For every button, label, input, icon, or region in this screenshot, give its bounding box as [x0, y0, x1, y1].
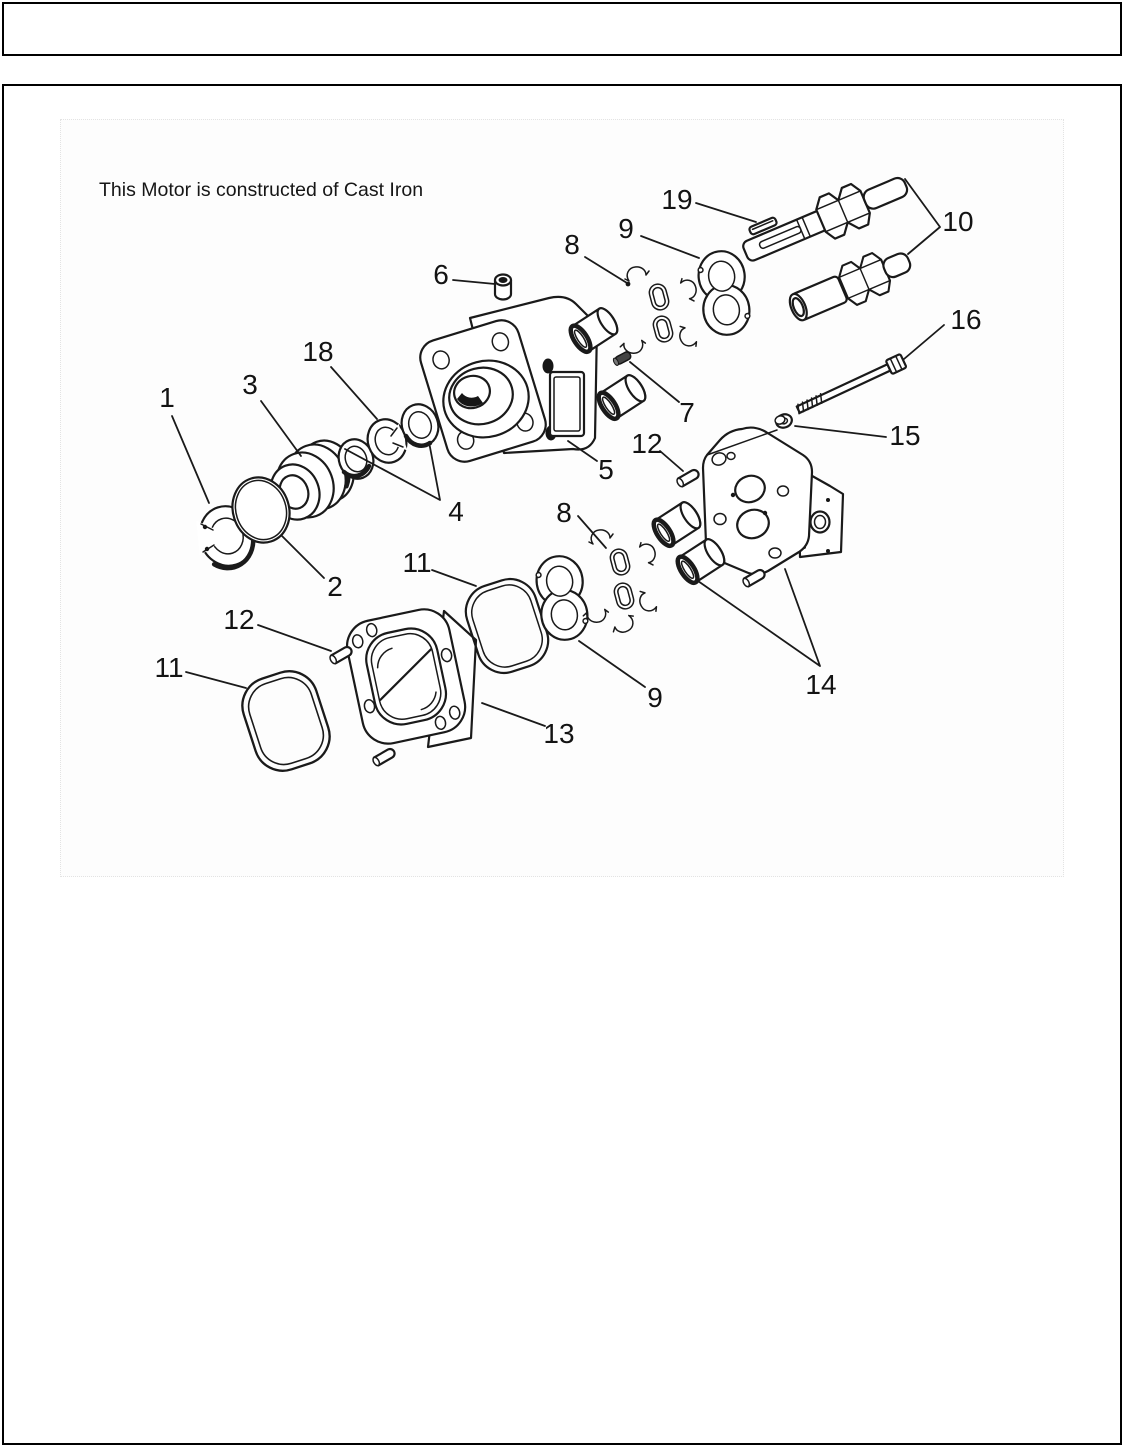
callout-8-top: 8	[564, 229, 580, 260]
callout-11-top: 11	[402, 547, 432, 578]
callout-8-bottom: 8	[556, 497, 572, 528]
callout-16: 16	[950, 304, 982, 335]
callout-5: 5	[598, 454, 614, 485]
callout-10: 10	[942, 206, 974, 237]
callout-14: 14	[805, 669, 837, 700]
callout-3: 3	[242, 369, 258, 400]
callout-12-left: 12	[223, 604, 255, 635]
part-14-bushing	[595, 372, 649, 422]
part-12-dowel-pin	[372, 747, 397, 766]
part-9-wear-plate-lower	[533, 553, 590, 643]
callout-13: 13	[543, 718, 575, 749]
part-13-gear-housing	[342, 605, 476, 749]
callout-1: 1	[159, 382, 175, 413]
callout-18: 18	[302, 336, 334, 367]
part-8-seal-kit-lower	[583, 530, 658, 636]
callout-19: 19	[661, 184, 693, 215]
part-10-idler-gear-shaft	[784, 241, 917, 329]
callout-7: 7	[679, 397, 695, 428]
callout-2: 2	[327, 571, 343, 602]
part-10-drive-gear-shaft	[737, 164, 914, 272]
leader-lines	[172, 179, 944, 726]
callout-11-left: 11	[154, 652, 184, 683]
part-6-plug	[495, 275, 511, 300]
part-8-seal-kit-upper	[620, 267, 699, 355]
part-5-front-flange-body	[416, 297, 597, 466]
part-14-rear-cover	[703, 415, 843, 575]
part-12-dowel-pin	[676, 468, 701, 487]
callout-15: 15	[889, 420, 921, 451]
part-14-bushing	[650, 499, 704, 549]
part-9-wear-plate-upper	[695, 248, 752, 338]
part-7-pin	[612, 351, 632, 367]
part-11-gasket	[235, 664, 337, 778]
cast-iron-note: This Motor is constructed of Cast Iron	[99, 179, 424, 201]
callout-9-top: 9	[618, 213, 634, 244]
callout-9-bottom: 9	[647, 682, 663, 713]
callout-4: 4	[448, 496, 464, 527]
part-16-cap-bolt	[794, 354, 906, 417]
callout-6: 6	[433, 259, 449, 290]
callout-12-right: 12	[631, 428, 663, 459]
